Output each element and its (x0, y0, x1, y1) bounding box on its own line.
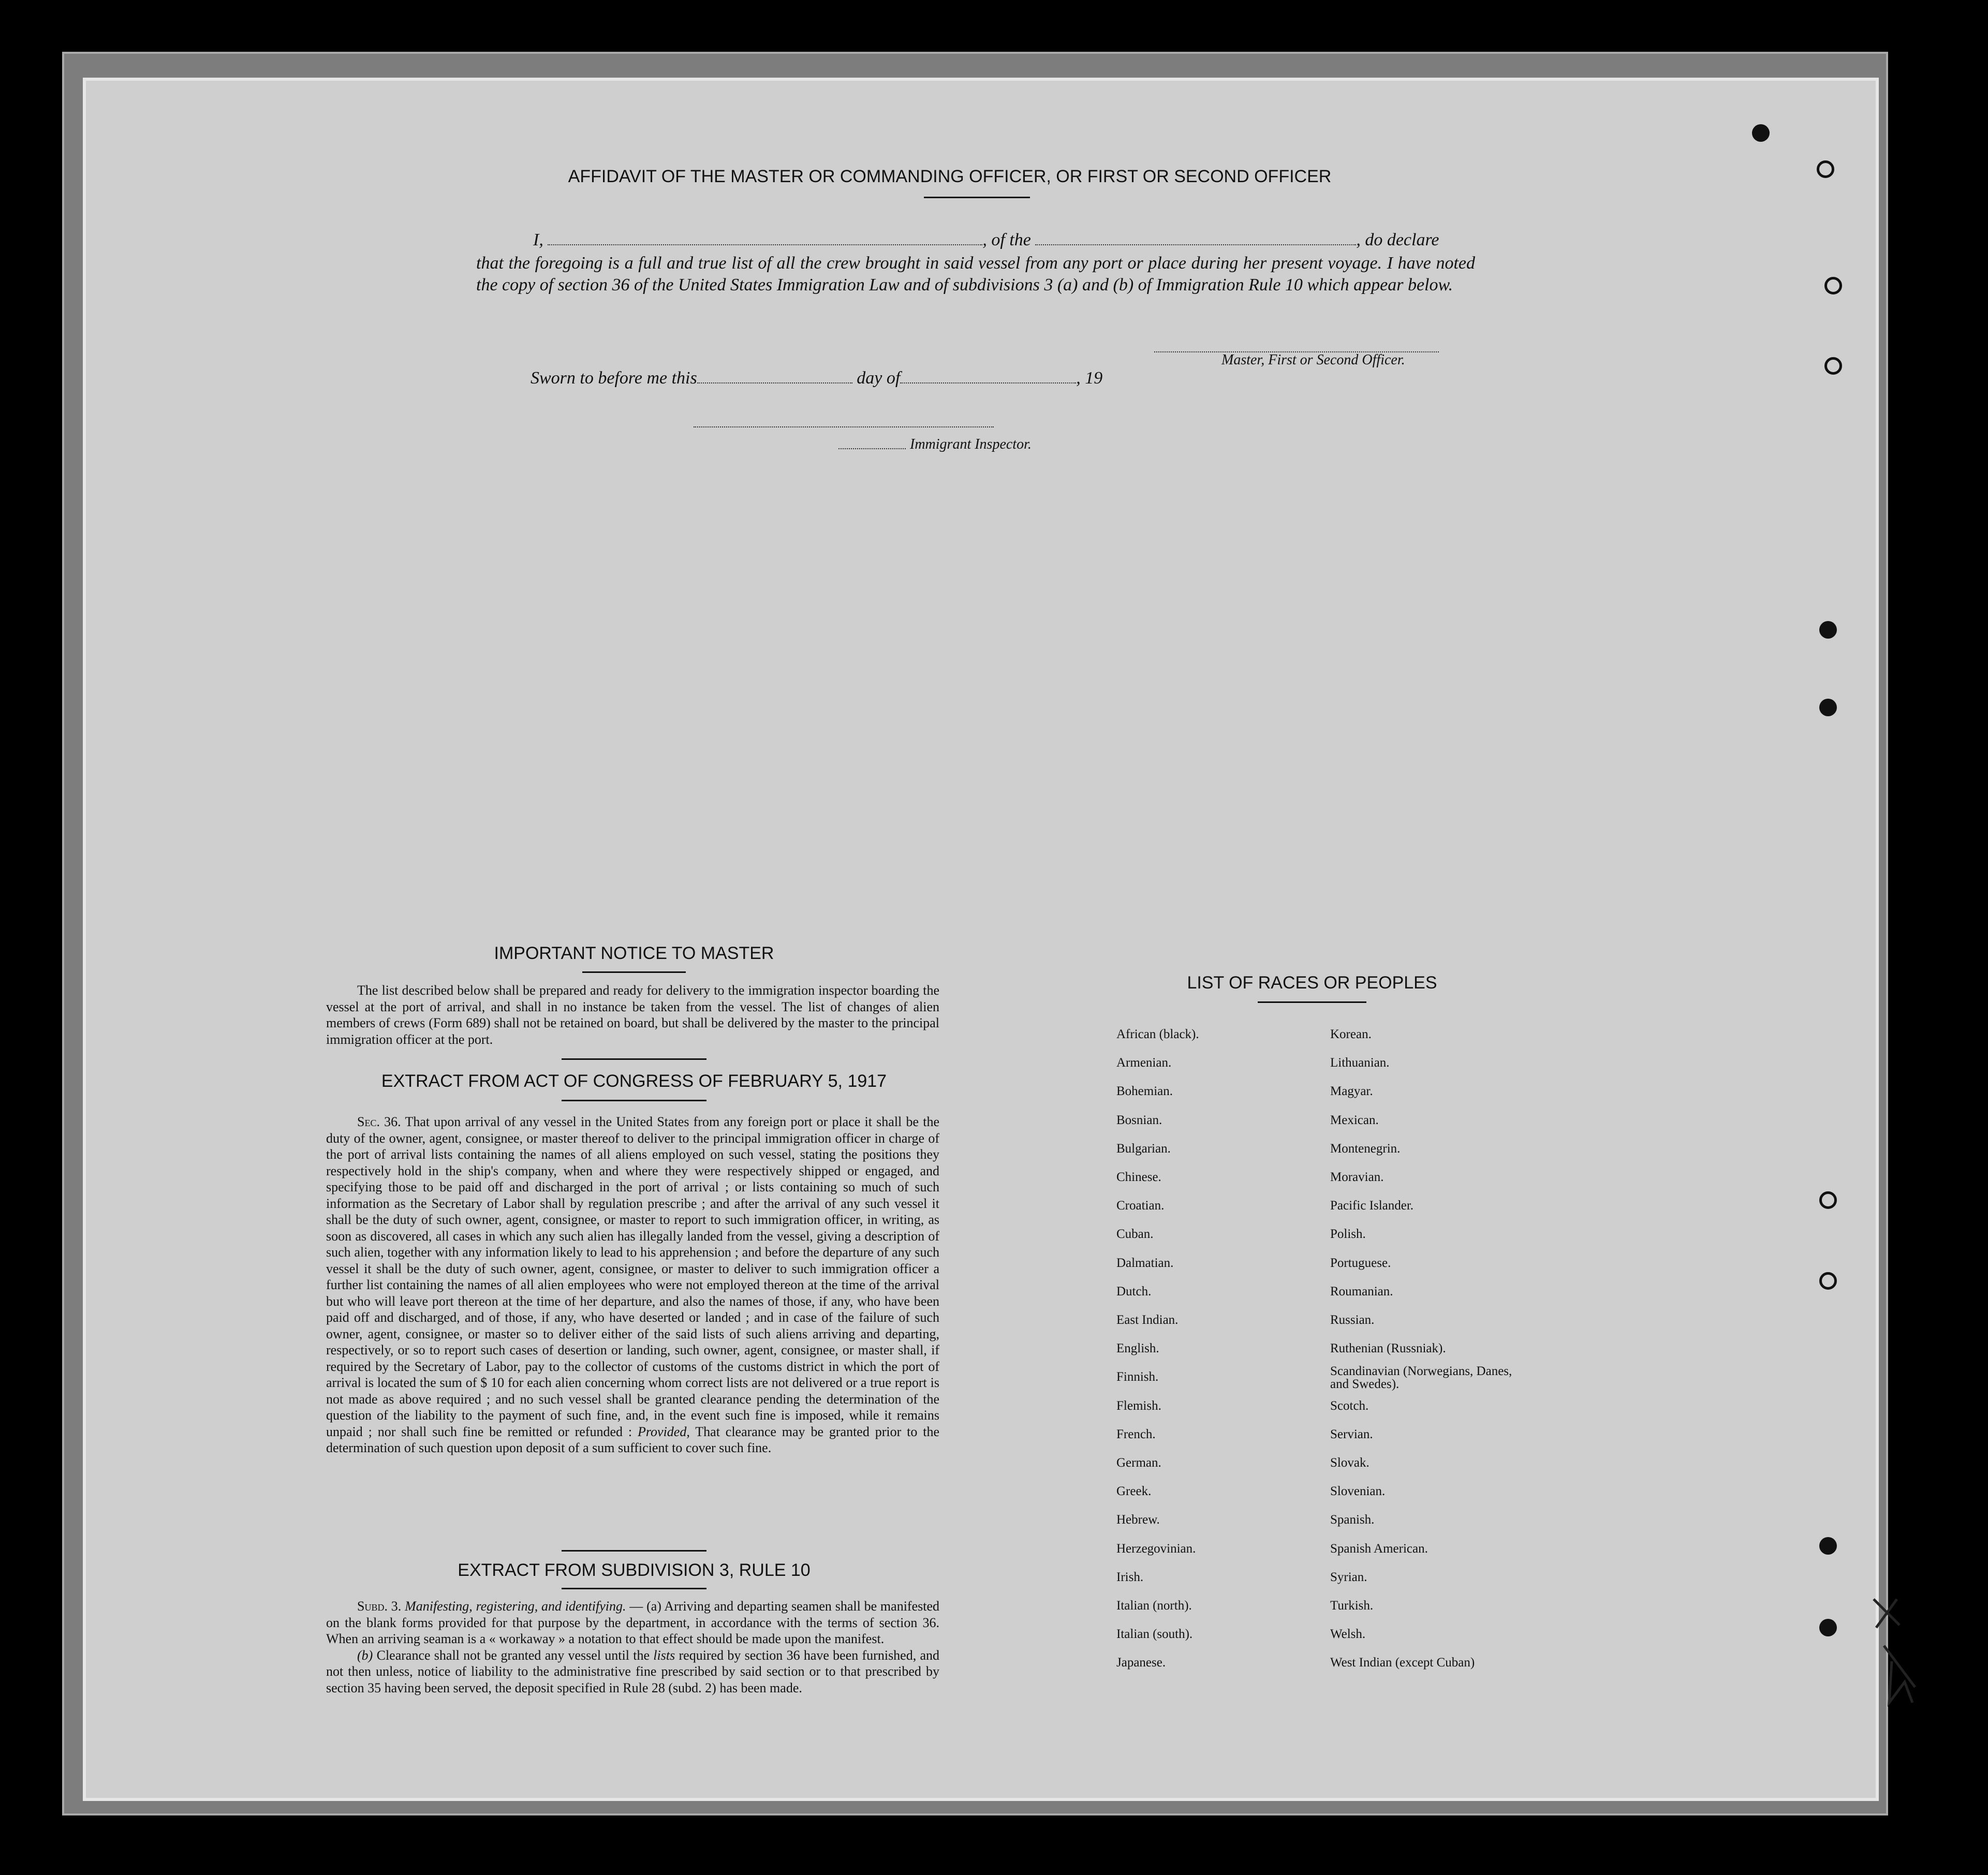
binder-hole (1819, 1619, 1837, 1636)
race-item: Bosnian. (1116, 1113, 1162, 1127)
act-divider (562, 1550, 706, 1552)
race-item: Magyar. (1330, 1084, 1373, 1099)
document-page (83, 78, 1879, 1801)
declaration-i: I, (533, 230, 543, 249)
notice-rule (582, 971, 686, 973)
rule-rule (562, 1588, 706, 1589)
race-item: Dutch. (1116, 1284, 1152, 1298)
race-item: Moravian. (1330, 1170, 1384, 1184)
race-item: Spanish American. (1330, 1541, 1428, 1556)
inspector-label: Immigrant Inspector. (910, 436, 1032, 452)
race-item: Chinese. (1116, 1170, 1161, 1184)
races-title: LIST OF RACES OR PEOPLES (1187, 973, 1437, 993)
race-item: Bohemian. (1116, 1084, 1173, 1099)
race-item: English. (1116, 1341, 1159, 1356)
race-item: Servian. (1330, 1427, 1373, 1441)
sec-label: Sec. 36. (357, 1114, 401, 1129)
declaration-line (533, 230, 1439, 250)
race-item: German. (1116, 1456, 1161, 1470)
notice-text: The list described below shall be prepared and ready for delivery to the immigration inspector boarding the vessel at the port of arrival, and shall in no instance be taken from the vessel. The list of changes of alien members of crews (Form 689) shall not be retained on board, but shall be delivered by the master to the principal immigration officer at the port. (326, 983, 939, 1047)
declaration-declare: , do declare (1356, 230, 1439, 249)
rule-text (326, 1598, 939, 1696)
act-title: EXTRACT FROM ACT OF CONGRESS OF FEBRUARY 5, 1917 (381, 1071, 887, 1091)
race-item: Korean. (1330, 1027, 1372, 1041)
handwritten-mark (1863, 1584, 1925, 1708)
race-item: Hebrew. (1116, 1513, 1160, 1527)
affidavit-title: AFFIDAVIT OF THE MASTER OR COMMANDING OFFICER, OR FIRST OR SECOND OFFICER (568, 167, 1332, 186)
race-item: Portuguese. (1330, 1256, 1391, 1270)
subd-b-text1: Clearance shall not be granted any vessel until the (376, 1647, 650, 1663)
races-rule (1258, 1001, 1366, 1003)
race-item: French. (1116, 1427, 1156, 1441)
race-item: Lithuanian. (1330, 1056, 1390, 1070)
race-item: Welsh. (1330, 1627, 1366, 1642)
race-item: Croatian. (1116, 1199, 1165, 1213)
race-item: Ruthenian (Russniak). (1330, 1341, 1446, 1356)
sworn-day-blank[interactable] (697, 370, 852, 383)
binder-hole (1819, 1537, 1837, 1555)
race-item: Roumanian. (1330, 1284, 1393, 1298)
subd-a-text: — (a) Arriving and departing seamen shall be manifested on the blank forms provided for that purpose by the department, in accordance with the terms of section 36. When an arriving seaman is a « workaway » a notation to that effect should be made upon the manifest. (326, 1599, 939, 1646)
race-item: Pacific Islander. (1330, 1199, 1414, 1213)
race-item: Slovak. (1330, 1456, 1369, 1470)
binder-hole (1752, 124, 1770, 142)
race-item: Cuban. (1116, 1227, 1154, 1242)
race-item: Dalmatian. (1116, 1256, 1174, 1270)
subd-title: Manifesting, registering, and identifying. (405, 1599, 626, 1614)
binder-hole (1817, 160, 1834, 178)
notice-title: IMPORTANT NOTICE TO MASTER (494, 943, 774, 963)
sworn-month-blank[interactable] (900, 370, 1076, 383)
vessel-blank[interactable] (1035, 232, 1356, 245)
binder-hole (1824, 277, 1842, 294)
race-item: Italian (south). (1116, 1627, 1193, 1642)
inspector-signature-line[interactable] (694, 414, 994, 427)
master-signature-line[interactable] (1154, 339, 1439, 352)
sworn-line (531, 368, 1102, 388)
subd-b-label: (b) (357, 1647, 373, 1663)
subd-label: Subd. 3. (357, 1599, 402, 1614)
race-item: Russian. (1330, 1313, 1375, 1327)
race-item: Scandinavian (Norwegians, Danes, and Swedes). (1330, 1364, 1512, 1392)
race-item: Japanese. (1116, 1656, 1166, 1670)
race-item: Scotch. (1330, 1398, 1369, 1413)
race-item: Flemish. (1116, 1398, 1161, 1413)
declaration-of: , of the (982, 230, 1031, 249)
day-of-label: day of (857, 368, 901, 388)
race-item: Montenegrin. (1330, 1141, 1401, 1156)
race-item: West Indian (except Cuban) (1330, 1656, 1475, 1670)
race-item: Finnish. (1116, 1370, 1159, 1384)
sworn-label: Sworn to before me this (531, 368, 697, 388)
race-item: Spanish. (1330, 1513, 1375, 1527)
year-label: , 19 (1076, 368, 1103, 388)
section-36-text (326, 1114, 939, 1456)
race-item: Polish. (1330, 1227, 1366, 1242)
race-item: Bulgarian. (1116, 1141, 1171, 1156)
race-item: African (black). (1116, 1027, 1199, 1041)
subd-b-text2: required by section 36 have been furnished, and not then unless, notice of liability to the administrative fine prescribed by said section or to that prescribed by section 35 having been served, the deposit specified in Rule 28 (subd. 2) has been made. (326, 1647, 940, 1695)
binder-hole (1819, 621, 1837, 639)
race-item: Syrian. (1330, 1570, 1367, 1584)
race-item: East Indian. (1116, 1313, 1179, 1327)
affidavit-body: that the foregoing is a full and true list of all the crew brought in said vessel from any port or place during her present voyage. I have noted the copy of section 36 of the United States Immigration Law and of subdivisions 3 (a) and (b) of Immigration Rule 10 which appear below. (476, 254, 1475, 294)
binder-hole (1819, 1272, 1837, 1290)
name-blank[interactable] (548, 232, 982, 245)
binder-hole (1824, 357, 1842, 375)
race-item: Armenian. (1116, 1056, 1172, 1070)
race-item: Mexican. (1330, 1113, 1379, 1127)
subd-b-lists: lists (653, 1647, 675, 1663)
race-item: Irish. (1116, 1570, 1144, 1584)
race-item: Herzegovinian. (1116, 1541, 1196, 1556)
race-item: Slovenian. (1330, 1484, 1386, 1499)
race-item: Greek. (1116, 1484, 1152, 1499)
binder-hole (1819, 699, 1837, 716)
inspector-short-line (838, 436, 906, 449)
notice-divider (562, 1058, 706, 1060)
race-item: Italian (north). (1116, 1599, 1192, 1613)
race-item: Turkish. (1330, 1599, 1374, 1613)
sec-text: That upon arrival of any vessel in the United States from any foreign port or place it shall be the duty of the owner, agent, consignee, or master thereof to deliver to the principal immigration officer in charge of the port of arrival lists containing the names of all aliens employed on such vessel, stating the positions they respectively hold in the ship's company, when and where they were respectively shipped or engaged, and specifying those to be paid off and discharged in the port of arrival ; or lists containing so much of such information as the Secretary of Labor shall by regulation prescribe ; and after the arrival of any such vessel it shall be the duty of such owner, agent, consignee, or master to report to such immigration officer, in writing, as soon as discovered, all cases in which any such alien has illegally landed from the vessel, giving a description of such alien, together with any information likely to lead to his apprehension ; and before the departure of any such vessel it shall be the duty of such owner, agent, consignee, or master to deliver to such immigration officer a further list containing the names of all alien employees who were not employed thereon at the time of the arrival but who will leave port thereon at the time of her departure, and also the names of those, if any, who have been paid off and discharged, and of those, if any, who have deserted or landed ; and in case of the failure of such owner, agent, consignee, or master so to deliver either of the said lists of such aliens arriving and departing, respectively, or so to report such cases of desertion or landing, such owner, agent, consignee, or master shall, if required by the Secretary of Labor, pay to the collector of customs of the customs district in which the port of arrival is located the sum of $ 10 for each alien concerning whom correct lists are not delivered or a true report is not made as above required ; and no such vessel shall be granted clearance pending the determination of the question of the liability to the payment of such fine, and, in the event such fine is imposed, while it remains unpaid ; nor shall such fine be remitted or refunded : (326, 1114, 940, 1439)
master-signature-label: Master, First or Second Officer. (1221, 352, 1405, 368)
binder-hole (1819, 1191, 1837, 1209)
sec-text-end: That clearance may be granted prior to the determination of such question upon deposit of a sum sufficient to cover such fine. (326, 1424, 940, 1455)
rule-title: EXTRACT FROM SUBDIVISION 3, RULE 10 (458, 1560, 811, 1580)
title-rule (924, 197, 1030, 198)
provided-text: Provided, (638, 1424, 690, 1439)
act-rule (562, 1100, 706, 1101)
